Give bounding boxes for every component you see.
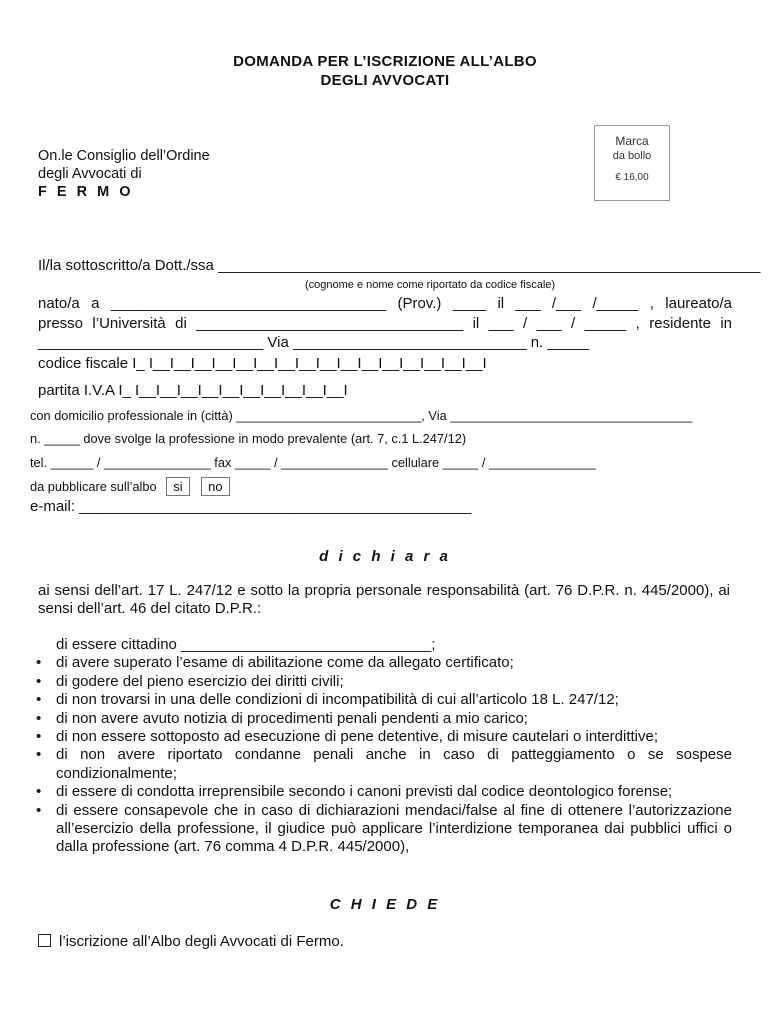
bullet-icon: • [36, 746, 42, 764]
bullet-icon: • [36, 783, 42, 801]
bullet-icon: • [36, 672, 42, 690]
declarations-list [36, 636, 732, 857]
publish-yes-option[interactable]: si [166, 477, 189, 496]
declares-heading: d i c h i a r a [319, 548, 451, 565]
document-title-line1: DOMANDA PER L’ISCRIZIONE ALL’ALBO [233, 53, 537, 70]
addressee-city: F E R M O [38, 184, 134, 200]
declaration-item [36, 746, 732, 783]
stamp-amount: € 16,00 [615, 172, 649, 183]
declaration-item [36, 673, 732, 691]
bullet-icon: • [36, 691, 42, 709]
declaration-item [36, 691, 732, 709]
email-field[interactable]: e-mail: _______________________________________________ [30, 498, 472, 515]
declaration-text: di essere cittadino ______________________________; [56, 636, 436, 653]
declaration-item [36, 636, 732, 654]
vat-number-field[interactable]: partita I.V.A I_ I__I__I__I__I__I__I__I__I__I__I [38, 382, 348, 399]
registration-checkbox[interactable] [38, 934, 51, 947]
undersigned-field[interactable]: Il/la sottoscritto/a Dott./ssa _________________________________________________________________ [38, 257, 761, 274]
declaration-text: di essere di condotta irreprensibile secondo i canoni previsti dal codice deontologico forense; [56, 783, 673, 801]
document-title-line2: DEGLI AVVOCATI [320, 72, 450, 89]
name-note: (cognome e nome come riportato da codice fiscale) [305, 279, 556, 291]
addressee-line1: On.le Consiglio dell’Ordine [38, 148, 210, 164]
declaration-item [36, 654, 732, 672]
office-number-field[interactable]: n. _____ dove svolge la professione in modo prevalente (art. 7, c.1 L.247/12) [30, 431, 467, 446]
addressee-line2: degli Avvocati di [38, 166, 142, 182]
bullet-icon: • [36, 801, 42, 819]
university-field[interactable]: presso l’Università di ________________________________ il ___ / ___ / _____ , residente in [38, 315, 732, 332]
stamp-sublabel: da bollo [612, 150, 652, 162]
contacts-field[interactable]: tel. ______ / _______________ fax _____ / _______________ cellulare _____ / _______________ [30, 455, 596, 470]
declares-intro: ai sensi dell’art. 17 L. 247/12 e sotto la propria personale responsabilità (art. 76 D.P.R. n. 445/2000), ai sensi dell’art. 46 del citato D.P.R.: [38, 582, 730, 617]
bullet-icon: • [36, 728, 42, 746]
declaration-text: di essere consapevole che in caso di dichiarazioni mendaci/false al fine di ottenere l’autorizzazione all’esercizio della professione, il giudice può applicare l’interdizione temporanea dai pubblici uffici o dalla professione (art. 76 comma 4 D.P.R. 445/2000), [56, 801, 732, 856]
declaration-item [36, 802, 732, 857]
requests-heading: C H I E D E [329, 896, 441, 913]
declaration-text: di avere superato l’esame di abilitazione come da allegato certificato; [56, 654, 514, 672]
declaration-item [36, 783, 732, 801]
residence-field[interactable]: ___________________________ Via ____________________________ n. _____ [38, 334, 590, 351]
registration-request-label: l’iscrizione all’Albo degli Avvocati di Fermo. [59, 933, 344, 950]
publish-label: da pubblicare sull’albo [30, 479, 157, 494]
registration-request-row [38, 933, 344, 950]
declaration-text: di non essere sottoposto ad esecuzione di pene detentive, di misure cautelari o interdittive; [56, 728, 659, 746]
stamp-label: Marca [615, 134, 649, 148]
declaration-text: di non trovarsi in una delle condizioni di incompatibilità di cui all’articolo 18 L. 247/12; [56, 691, 619, 709]
declaration-item [36, 710, 732, 728]
declaration-text: di godere del pieno esercizio dei diritti civili; [56, 672, 344, 690]
tax-code-field[interactable]: codice fiscale I_ I__I__I__I__I__I__I__I__I__I__I__I__I__I__I__I__I [38, 355, 487, 372]
birth-field[interactable]: nato/a a _________________________________ (Prov.) ____ il ___ /___ /_____ , laureato/a [38, 295, 732, 312]
declaration-item [36, 728, 732, 746]
bullet-icon: • [36, 654, 42, 672]
bullet-icon: • [36, 709, 42, 727]
revenue-stamp-box [594, 125, 670, 201]
publish-row [30, 477, 230, 496]
declaration-text: di non avere riportato condanne penali anche in caso di patteggiamento o se sospese condizionalmente; [56, 746, 732, 782]
office-address-field[interactable]: con domicilio professionale in (città) __________________________, Via __________________________________ [30, 408, 693, 423]
declaration-text: di non avere avuto notizia di procedimenti penali pendenti a mio carico; [56, 709, 528, 727]
publish-no-option[interactable]: no [201, 477, 229, 496]
